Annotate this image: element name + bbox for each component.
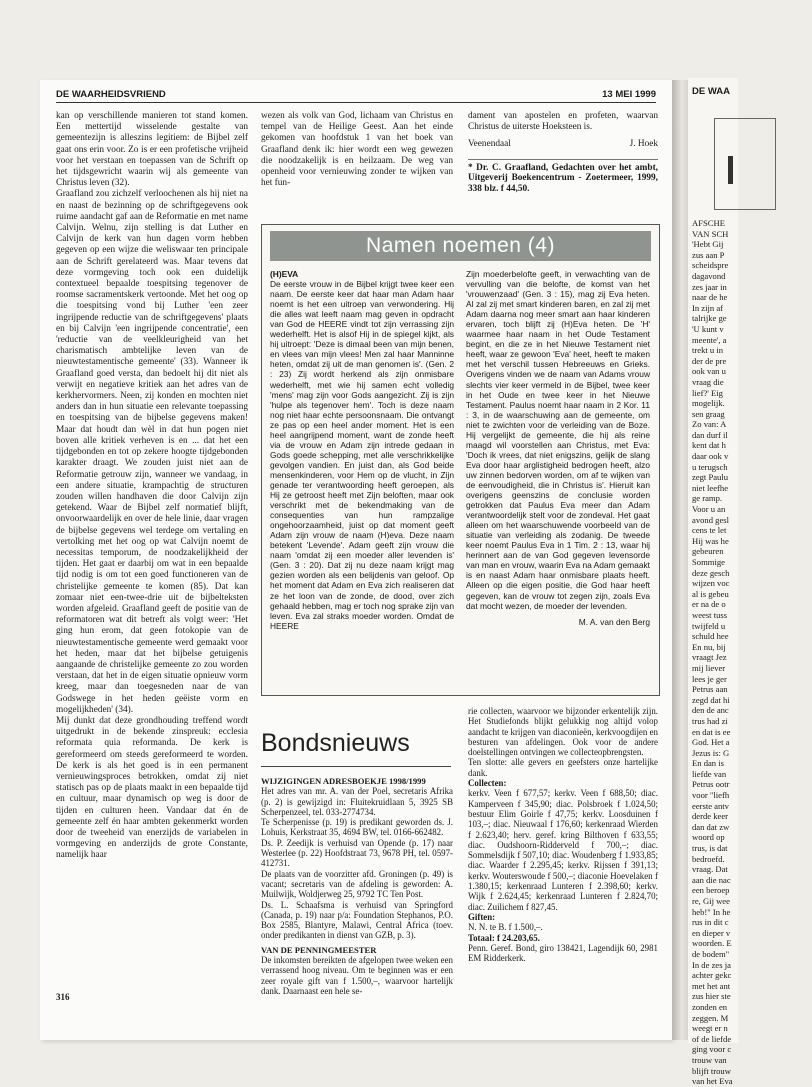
adjacent-page-line: weegt er n [692,1023,728,1034]
adjacent-page-line: of de liefde [692,1033,732,1044]
adjacent-page-line: Voor u an [692,504,726,515]
adjacent-page-line: weest tuss [692,609,728,620]
adjacent-page-header: DE WAA [692,86,730,97]
adjacent-page-line: zes jaar in [692,281,727,292]
adjacent-page-line: avond gesl [692,514,729,525]
adjacent-page-line: Jezus is: G [692,747,730,758]
penningmeester-heading: VAN DE PENNINGMEESTER [261,944,377,955]
adjacent-page-line: de bodem" [692,948,730,959]
adjacent-page-line: dan dat zw [692,821,730,832]
adjacent-page-line: Sommige [692,557,725,567]
adjacent-page-line: zeggen. M [692,1012,729,1023]
adjacent-page-line: Petrus ootr [692,779,730,790]
adjacent-page-line: voor "liefh [692,790,730,801]
adjacent-page-line: talrijke ge [692,313,727,324]
news-item: De inkomsten bereikten de afgelopen twee weken een verrassend hoog niveau. Om te beginnen was er een zeer royale gift van f 1.500,–, waarvoor hartelijk dank. Daarnaast een hele se- [261,955,453,996]
adjacent-page-line: gebeuren [692,546,724,557]
article-paragraph: kan op verschillende manieren tot stand komen. Een mettertijd wisselende gestalte van gemeentezijn is alleszins legitiem: de Bijbel zelf gaat ons erin voor. Zo is er een profetische vrijheid voor het verstaan en toepassen van de Schrift op het tijdsgewricht waarin wij als gemeente van Christus leven (32). [56,111,248,189]
namen-noemen-box [261,224,660,696]
adjacent-page-line: vraag die [692,376,724,387]
book-reference: * Dr. C. Graafland, Gedachten over het ambt, Uitgeverij Boekencentrum - Zoetermeer, 1999, 338 blz. f 44,50. [468,159,658,195]
adjacent-page-line: den de anc [692,705,729,716]
bondsnieuws-column-1 [261,772,453,996]
issue-date: 13 MEI 1999 [602,89,656,100]
adjacent-page-line: scheidspre [692,260,729,271]
adjacent-page-line: liefde van [692,768,727,779]
adjacent-page-line: heb!" In he [692,906,731,917]
adjacent-page-line: u terugsch [692,461,728,472]
adjacent-page-line: re, Gij wee [692,896,730,906]
adjacent-page-line: woorden. E [692,938,732,949]
namen-noemen-title: Namen noemen (4) [270,231,651,261]
namen-noemen-column-1 [270,269,454,689]
news-item: Ds. P. Zeedijk is verhuisd van Opende (p. 17) naar Westerlee (p. 22) Hoofdstraat 73, 9678 PH, tel. 0597-412731. [261,837,453,869]
adjacent-page-line: aan die nac [692,874,731,885]
collecten-list: kerkv. Veen f 677,57; kerkv. Veen f 688,50; diac. Kamperveen f 345,90; diac. Polsbroek f 1.024,50; bestuur Elim Goirle f 47,75; kerkv. Loosduinen f 103,–; diac. Nieuwaal f 176,60; kerkenraad Wierden f 2.623,40; herv. geref. kring Bilthoven f 633,55; diac. Oudshoorn-Ridderveld f 700,–; diac. Sommelsdijk f 507,10; diac. Woudenberg f 1.933,85; diac. Waarder f 2.295,45; kerkv. Rijssen f 391,13; kerkv. Wouterswoude f 500,–; diaconie Hoevelaken f 1.380,15; kerkenraad Lunteren f 2.398,60; kerkv. Wijk f 2.624,45; kerkenraad Lunteren f 2.824,70; diac. Zuilichem f 827,45. [468,788,658,912]
adjacent-page-line: blijft trouw [692,1065,731,1076]
bondsnieuws-title: Bondsnieuws [261,720,451,767]
adjacent-page-line: eerste antv [692,800,729,811]
adjacent-page-line: zus hier ste [692,991,731,1002]
adjacent-page-line: In zijn af [692,302,724,313]
article-signature [468,139,658,150]
signature-place: Veenendaal [468,139,511,150]
publication-name: DE WAARHEIDSVRIEND [56,89,166,100]
adjacent-page-line: naar de he [692,292,728,303]
namen-noemen-text: Zijn moederbelofte geeft, in verwachting van de vervulling van die belofte, de komst van het 'vrouwenzaad' (Gen. 3 : 15), mag zij Eva heten. Al zal zij met smart kinderen baren, en zal zij met Adam daarna nog meer smart aan haar kinderen ervaren, toch blijft zij (H)Eva heten. De 'H' waarmee haar naam in het Oude Testament begint, en die ze in het Nieuwe Testament niet heeft, waar ze gewoon 'Eva' heet, heeft te maken met het verschil tussen Hebreeuws en Grieks. Overigens vinden we de naam van Adams vrouw slechts vier keer vermeld in de Bijbel, twee keer in het Oude en twee keer in het Nieuwe Testament. Paulus noemt haar naam in 2 Kor. 11 : 3, in de waarschuwing aan de gemeente, om niet te zwichten voor de verleiding van de Boze. Hij vergelijkt de gemeente, die hij als reine maagd wil voorstellen aan Christus, met Eva: 'Doch ik vrees, dat niet enigszins, gelijk de slang Eva door haar arglistigheid bedrogen heeft, alzo uw zinnen bedorven worden, om af te wijken van de eenvoudigheid, die in Christus is'. Hieruit kan overigens geenszins de conclusie worden getrokken dat Paulus Eva meer dan Adam verantwoordelijk stelt voor de zondeval. Het gaat alleen om het waarschuwende voorbeeld van de situatie van verleiding als zodanig. De tweede keer noemt Paulus Eva in 1 Tim. 2 : 13, waar hij herinnert aan de van God gegeven levensorde van man en vrouw, waarin Eva na Adam gemaakt is en naast Adam haar onmisbare plaats heeft. Alleen op die eigen positie, die God haar heeft gegeven, kan de vrouw tot zegen zijn, zoals Eva dat mocht wezen, de moeder der levenden. [466,269,650,611]
wijzigingen-heading: WIJZIGINGEN ADRESBOEKJE 1998/1999 [261,776,426,786]
giften-heading: Giften: [468,911,496,922]
bondsnieuws-column-2 [468,706,658,986]
adjacent-page [688,78,738,1087]
namen-noemen-subheading: (H)EVA [270,269,299,279]
adjacent-page-line: sen graag [692,408,725,419]
article-paragraph: Graafland zou zichzelf verloochenen als hij niet na en naast de bezinning op de schriftgegevens ook ruime aandacht gaf aan de Reformatie en met name Calvijn. Welnu, zijn stelling is dat Luther en Calvijn de kerk van hun dagen vorm hebben gegeven op een wijze die weliswaar ten principale aan de Schrift gerelateerd was. Maar tevens dat deze vormgeving toch ook een duidelijk contextueel bepaalde toespitsing tegenover de roomse sacramentskerk vertoonde. Met het oog op die toespitsing vond bij Luther 'een zeer ingrijpende reductie van de schriftgegevens' plaats en bij Calvijn 'een ingrijpende concentratie', een 'reductie van de veelkleurigheid van het charismatisch ambtelijke leven van de nieuwtestamentische gemeente' (33). Wanneer ik Graafland goed versta, dan bedoelt hij dit niet als verwijt en negatieve kritiek aan het adres van de kerkhervormers. Neen, zij konden en mochten niet anders dan in hun situatie een relevante toepassing en toespitsing van de bijbelse gegevens maken! Maar dat houdt dan wèl in dat hun pogen niet boven alle kritiek verheven is en ... dat het een tijdgebonden en tot op zekere hoogte tijdgebonden karakter draagt. We zouden juist niet aan de Reformatie getrouw zijn, wanneer we vandaag, in een andere situatie, krampachtig de structuren zouden willen handhaven die door Calvijn zijn getekend. Waar de Bijbel zelf normatief blijft, onvoorwaardelijk en over de hele linie, daar vragen de bijbelse gegevens wel terdege om vertaling en vertolking met het oog op wat Calvijn noemt de necessitas temporum, de noodzakelijkheid der tijden. Het gaat er daarbij om wat in een bepaalde tijd nodig is om tot een goed functioneren van de christelijke gemeente te komen (85). Dat kan zomaar niet een-twee-drie uit de bijbelteksten worden afgeleid. Graafland geeft de positie van de reformatoren wat dit betreft als volgt weer: 'Het ging hun erom, dat geen fotokopie van de nieuwtestamentische gemeente werd gemaakt voor het heden, maar dat het bijbelse getuigenis aangaande de christelijke gemeente zo zou worden verstaan, dat het in de eigen situatie opnieuw vorm kreeg, maar dan toegesneden naar de van Godswege in het heden geëiste vorm en mogelijkheden' (34). [56,189,248,715]
giften-list: N. N. te B. f 1.500,–. [468,922,543,933]
adjacent-page-line: trus, is dat [692,843,728,854]
collecten-heading: Collecten: [468,778,507,789]
adjacent-page-line: met het ant [692,980,731,991]
adjacent-page-line: wijzen voc [692,578,730,589]
adjacent-page-initial [728,156,733,184]
totaal: Totaal: f 24.203,65. [468,932,540,943]
news-item: De plaats van de voorzitter afd. Groningen (p. 49) is vacant; secretaris van de afdeling is geworden: A. Muilwijk, Woldjerweg 25, 9792 TC Ten Post. [261,868,453,900]
adjacent-page-line: trekt u in [692,345,724,356]
article-column-1 [56,111,248,986]
adjacent-page-line: achter gekc [692,970,732,981]
adjacent-page-line: AFSCHE [692,218,725,228]
namen-noemen-column-2 [466,269,650,689]
page-number: 316 [56,992,70,1002]
adjacent-page-line: lees je ger [692,673,727,684]
adjacent-page-line: zegd dat hi [692,694,730,705]
adjacent-page-line: En dan is [692,758,724,769]
adjacent-page-line: mogelijk. [692,398,725,409]
adjacent-page-line: woord op [692,832,725,843]
namen-noemen-signature: M. A. van den Berg [578,616,650,627]
adjacent-page-line: 'Hebt Gij [692,239,724,250]
adjacent-page-frame [714,118,776,210]
news-item: Ten slotte: alle gevers en geefsters onze hartelijke dank. [468,757,658,778]
adjacent-page-line: Petrus aan [692,684,728,695]
article-column-3 [468,111,658,215]
news-item: Te Scherpenisse (p. 19) is predikant geworden ds. J. Lohuis, Kerkstraat 35, 4694 BW, tel. 0166-662482. [261,817,453,838]
news-item: Ds. L. Schaafsma is verhuisd van Springford (Canada, p. 19) naar p/a: Foundation Stephanos, P.O. Box 2585, Blantyre, Malawi, Central Africa (toev. onder predikanten in dienst van GZB, p. 3). [261,899,453,941]
adjacent-page-line: cens te let [692,525,727,536]
adjacent-page-line: mij liever [692,662,726,673]
adjacent-page-line: vraagt Jez [692,652,727,663]
adjacent-page-line: dagavond [692,270,726,281]
adjacent-page-line: Zo van: A [692,419,727,430]
adjacent-page-line: In de zes ja [692,959,731,970]
adjacent-page-line: derde keer [692,811,729,822]
adjacent-page-line: meente', a [692,334,727,345]
adjacent-page-line: deze gesch [692,567,730,578]
adjacent-page-line: ook van u [692,366,726,377]
adjacent-page-line: twijfeld u [692,620,726,631]
adjacent-page-line: ge ramp. [692,493,723,504]
adjacent-page-line: er na de o [692,599,726,610]
adjacent-page-line: Hij was he [692,535,729,546]
running-header [56,88,656,103]
adjacent-page-line: zus aan P [692,249,725,260]
news-item: Het adres van mr. A. van der Poel, secretaris Afrika (p. 2) is gewijzigd in: Fluitekruidlaan 5, 3925 SB Scherpenzeel, tel. 033-2774734. [261,786,453,817]
adjacent-page-line: VAN SCH [692,228,729,239]
adjacent-page-line: zegt Paulu [692,472,729,483]
article-paragraph: wezen als volk van God, lichaam van Christus en tempel van de Heilige Geest. Aan het einde gekomen van hoofdstuk 1 van het boek van Graafland denk ik: hier wordt een weg gewezen die noodzakelijk is en heilzaam. De weg van openheid voor vernieuwing zonder te wijken van het fun- [261,111,453,189]
signature-author: J. Hoek [629,139,658,150]
adjacent-page-line: rus in dit c [692,917,729,928]
adjacent-page-line: trouw van [692,1054,727,1065]
adjacent-page-line: God. Het a [692,737,730,748]
adjacent-page-line: kent dat h [692,440,726,451]
adjacent-page-line: zonden en [692,1001,728,1012]
adjacent-page-line: al is gebeu [692,588,729,599]
adjacent-page-line: lief?' Eig [692,387,723,398]
namen-noemen-text: De eerste vrouw in de Bijbel krijgt twee keer een naam. De eerste keer dat haar man Adam haar noemt is het een uitroep van verwondering. Hij die alles wat leeft naam mag geven in opdracht van God de HEERE vindt tot zijn verrassing zijn wederhelft. Het is alsof Hij in de spiegel kijkt, als hij uitroept: 'Deze is dimaal been van mijn benen, en vlees van mijn vlees! Men zal haar Manninne heten, omdat zij uit de man genomen is'. (Gen. 2 : 23) Zij wordt herkend als zijn onmisbare wederhelft, met wie hij samen echt volledig 'mens' mag zijn voor Gods aangezicht. Zij is zijn 'hulpe als tegenover hem'. Toch is deze naam nog niet haar echte persoonsnaam. Die ontvangt ze pas op een heel ander moment. Het is een heel aangrijpend moment, want de zonde heeft via de vrouw en Adam zijn intrede gedaan in Gods goede schepping, met alle verschrikkelijke gevolgen vandien. En juist dan, als God beide mensenkinderen, voor Hem op de vlucht, in Zijn genade ter verantwoording heeft geroepen, als Hij ze getroost heeft met Zijn beloften, maar ook verschrikt met de bekendmaking van de consequenties van hun rampzalige ongehoorzaamheid, juist op dat moment geeft Adam zijn vrouw de naam (H)eva. Deze naam betekent 'Levende'. Adam geeft zijn vrouw die naam 'omdat zij een moeder aller levenden is' (Gen. 3 : 20). Dat zij nu deze naam krijgt mag gezien worden als een belijdenis van geloof. Op het moment dat Adam en Eva zich realiseren dat ze het loon van de zonde, de dood, over zich gehaald hebben, mag er toch nog sprake zijn van leven. Eva zal straks moeder worden. Omdat de HEERE [270,279,454,631]
adjacent-page-line: ging voor c [692,1044,732,1055]
adjacent-page-line: niet leefhe [692,482,729,493]
adjacent-page-line: een beroep [692,885,730,896]
adjacent-page-line: en dat is ee [692,726,731,737]
article-paragraph: dament van apostelen en profeten, waarvan Christus de uiterste Hoeksteen is. [468,111,658,133]
adjacent-page-line: van het Eva [692,1076,733,1087]
article-column-2 [261,111,453,215]
adjacent-page-line: trus had zi [692,715,728,726]
binding-gutter [672,80,688,1040]
adjacent-page-line: En nu, bij [692,641,726,652]
bank-details: Penn. Geref. Bond, giro 138421, Lagendijk 60, 2981 EM Ridderkerk. [468,942,658,964]
adjacent-page-text [692,218,812,1087]
adjacent-page-line: der de pre [692,355,727,366]
adjacent-page-line: 'U kunt v [692,323,724,334]
article-paragraph: Mij dunkt dat deze grondhouding treffend wordt uitgedrukt in de bekende zinspreuk: ecclesia reformata quia reformanda. De kerk is gereformeerd om steeds gereformeerd te worden. De kerk is als het goed is in een permanent vernieuwingsproces betrokken, omdat zij niet statisch pas op de plaats maakt in een bepaalde tijd en cultuur, maar dynamisch op weg is door de tijden en culturen heen. Vandaar dat én de gemeente zelf én haar ambten gekenmerkt worden door de tweeheid van enerzijds de variabelen in vormgeving en anderzijds de grote Constante, namelijk haar [56,715,248,861]
adjacent-page-line: schuld hee [692,631,729,642]
adjacent-page-line: vraag. Dat [692,864,728,875]
adjacent-page-line: en dieper v [692,927,731,938]
adjacent-page-line: daar ook v [692,451,729,462]
news-item: rie collecten, waarvoor we bijzonder erkentelijk zijn. Het Studiefonds blijkt gelukkig nog altijd volop aandacht te krijgen van diaconieën, kerkvoogdijen en besturen van afdelingen. Ook voor de andere doelstellingen ontvingen we collecteopbrengsten. [468,706,658,758]
adjacent-page-line: dan durf il [692,429,728,440]
adjacent-page-line: bedroefd. [692,853,725,864]
